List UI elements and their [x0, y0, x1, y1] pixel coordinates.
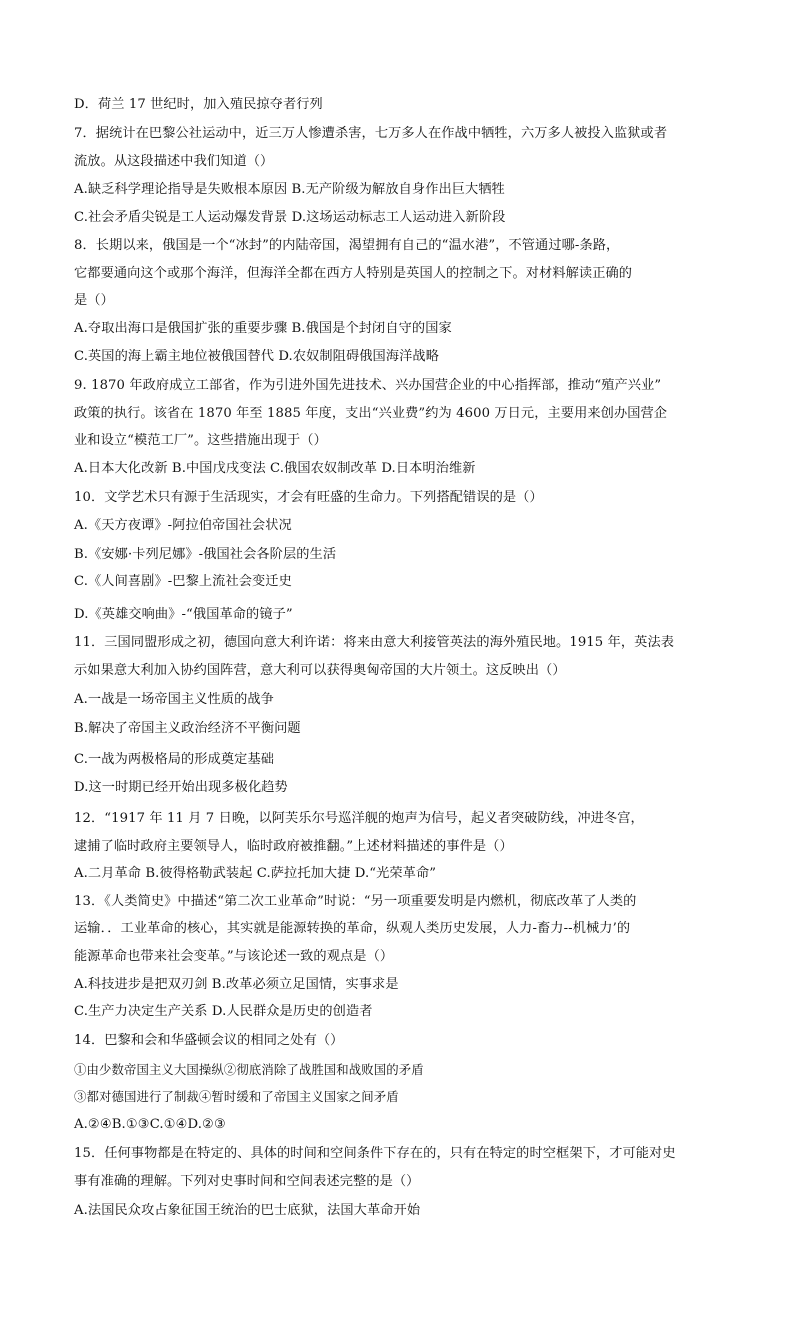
- question-13-options-ab: A.科技进步是把双刃剑 B.改革必须立足国情，实事求是: [74, 977, 399, 992]
- question-15-option-a: A.法国民众攻占象征国王统治的巴士底狱，法国大革命开始: [74, 1203, 421, 1218]
- question-15-stem-cont: 事有准确的理解。下列对史事时间和空间表述完整的是（）: [74, 1174, 420, 1189]
- question-10-option-d: D.《英雄交响曲》-“俄国革命的镜子”: [74, 607, 293, 622]
- question-7-stem-cont: 流放。从这段描述中我们知道（）: [74, 154, 274, 169]
- question-9-options: A.日本大化改新 B.中国戊戌变法 C.俄国农奴制改革 D.日本明治维新: [74, 461, 476, 476]
- question-8-stem-end: 是（）: [74, 293, 114, 308]
- question-14-stem: 14．巴黎和会和华盛顿会议的相同之处有（）: [74, 1033, 344, 1048]
- question-12-stem: 12．“1917 年 11 月 7 日晚，以阿芙乐尔号巡洋舰的炮声为信号，起义者突破防线，冲进冬宫，: [74, 811, 644, 826]
- question-11-option-a: A.一战是一场帝国主义性质的战争: [74, 692, 274, 707]
- question-10-stem: 10．文学艺术只有源于生活现实，才会有旺盛的生命力。下列搭配错误的是（）: [74, 490, 543, 505]
- question-11-stem: 11．三国同盟形成之初，德国向意大利许诺：将来由意大利接管英法的海外殖民地。1915 年，英法表: [74, 635, 675, 650]
- question-8-stem-cont: 它都要通向这个或那个海洋，但海洋全都在西方人特别是英国人的控制之下。对材料解读正确的: [74, 266, 633, 281]
- question-7-options-cd: C.社会矛盾尖锐是工人运动爆发背景 D.这场运动标志工人运动进入新阶段: [74, 210, 506, 225]
- question-11-option-b: B.解决了帝国主义政治经济不平衡问题: [74, 721, 301, 736]
- question-11-option-d: D.这一时期已经开始出现多极化趋势: [74, 780, 288, 795]
- question-9-stem-end: 业和设立“模范工厂”。这些措施出现于（）: [74, 433, 327, 448]
- question-14-statements-34: ③都对德国进行了制裁④暂时缓和了帝国主义国家之间矛盾: [74, 1089, 399, 1104]
- question-10-option-b: B.《安娜·卡列尼娜》-俄国社会各阶层的生活: [74, 547, 337, 562]
- question-7-stem: 7．据统计在巴黎公社运动中，近三万人惨遭杀害，七万多人在作战中牺牲，六万多人被投入监狱或者: [74, 126, 668, 141]
- question-9-stem: 9. 1870 年政府成立工部省，作为引进外国先进技术、兴办国营企业的中心指挥部，推动“殖产兴业”: [74, 378, 662, 393]
- question-13-stem: 13．《人类简史》中描述“第二次工业革命”时说：“另一项重要发明是内燃机，彻底改革了人类的: [74, 894, 637, 909]
- question-15-stem: 15．任何事物都是在特定的、具体的时间和空间条件下存在的，只有在特定的时空框架下，才可能对史: [74, 1146, 676, 1161]
- question-14-options: A.②④B.①③C.①④D.②③: [74, 1117, 226, 1132]
- question-10-option-c: C.《人间喜剧》-巴黎上流社会变迁史: [74, 574, 292, 589]
- question-11-option-c: C.一战为两极格局的形成奠定基础: [74, 752, 275, 767]
- question-13-options-cd: C.生产力决定生产关系 D.人民群众是历史的创造者: [74, 1004, 373, 1019]
- question-9-stem-cont: 政策的执行。该省在 1870 年至 1885 年度，支出“兴业费”约为 4600 万日元，主要用来创办国营企: [74, 406, 668, 421]
- option-6d: D．荷兰 17 世纪时，加入殖民掠夺者行列: [74, 97, 323, 112]
- question-13-stem-cont: 运输．．工业革命的核心，其实就是能源转换的革命，纵观人类历史发展，人力-畜力--机械力’的: [74, 921, 631, 936]
- question-8-options-ab: A.夺取出海口是俄国扩张的重要步骤 B.俄国是个封闭自守的国家: [74, 321, 452, 336]
- question-7-options-ab: A.缺乏科学理论指导是失败根本原因 B.无产阶级为解放自身作出巨大牺牲: [74, 182, 505, 197]
- question-11-stem-cont: 示如果意大利加入协约国阵营，意大利可以获得奥匈帝国的大片领土。这反映出（）: [74, 663, 566, 678]
- question-12-options: A.二月革命 B.彼得格勒武装起 C.萨拉托加大捷 D.“光荣革命”: [74, 866, 437, 881]
- question-8-options-cd: C.英国的海上霸主地位被俄国替代 D.农奴制阻碍俄国海洋战略: [74, 349, 439, 364]
- question-10-option-a: A.《天方夜谭》-阿拉伯帝国社会状况: [74, 518, 292, 533]
- question-14-statements-12: ①由少数帝国主义大国操纵②彻底消除了战胜国和战败国的矛盾: [74, 1062, 424, 1077]
- question-12-stem-cont: 逮捕了临时政府主要领导人，临时政府被推翻。”上述材料描述的事件是（）: [74, 839, 513, 854]
- question-13-stem-end: 能源革命也带来社会变革。”与该论述一致的观点是（）: [74, 949, 394, 964]
- question-8-stem: 8．长期以来，俄国是一个“冰封”的内陆帝国，渴望拥有自己的“温水港”，不管通过哪-条路，: [74, 238, 620, 253]
